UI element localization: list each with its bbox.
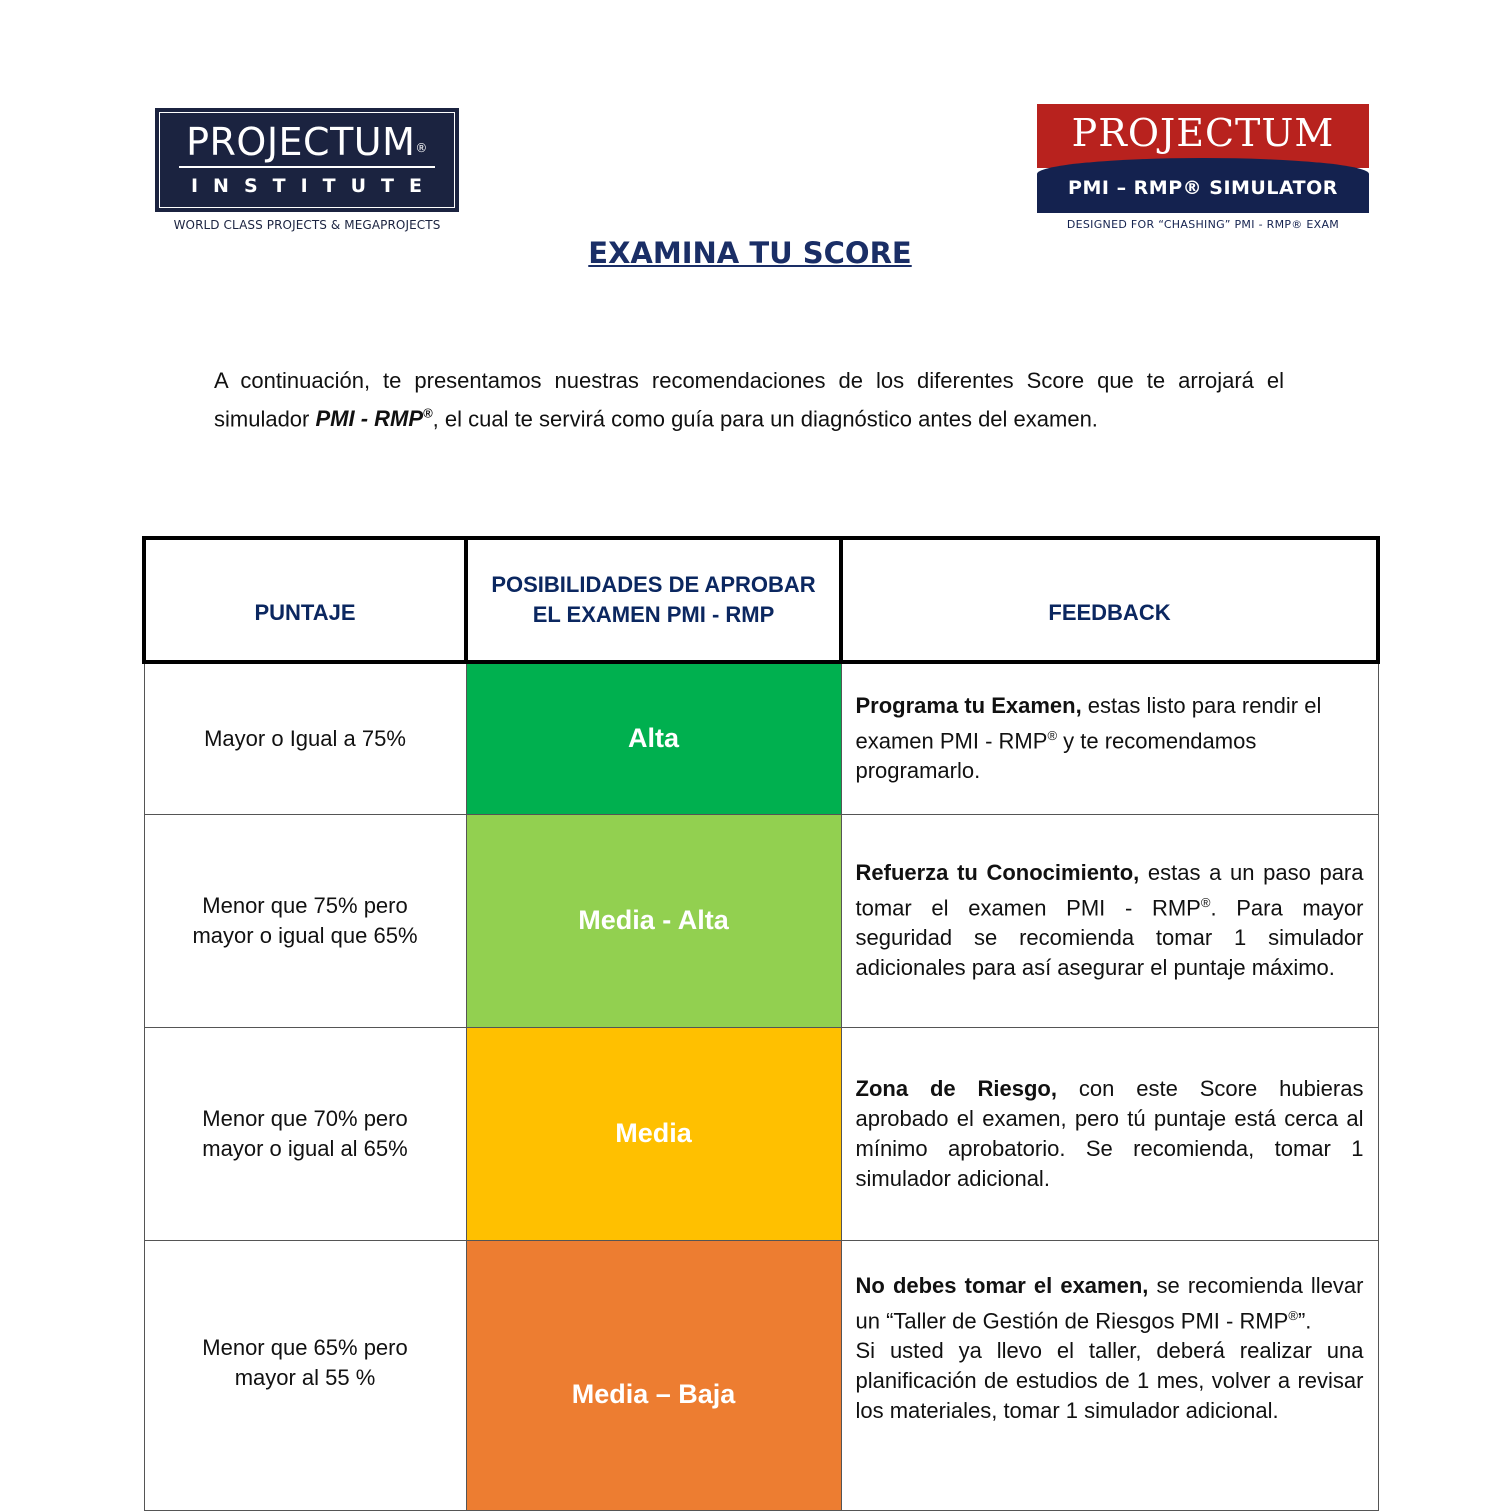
table-row (144, 1027, 1378, 1240)
page-title: EXAMINA TU SCORE (588, 236, 912, 270)
table-row (144, 814, 1378, 1027)
row-puntaje: Mayor o Igual a 75% (144, 662, 466, 814)
row-feedback: No debes tomar el examen, se recomienda llevar un “Taller de Gestión de Riesgos PMI - RMP®”. Si usted ya llevo el taller, deberá realizar una planificación de estudios de 1 mes, volver a revisar los materiales, tomar 1 simulador adicional. (841, 1240, 1378, 1510)
header-posibilidades: POSIBILIDADES DE APROBAR EL EXAMEN PMI - RMP (466, 538, 841, 662)
projectum-institute-logo (155, 108, 459, 232)
row-feedback: Programa tu Examen, estas listo para rendir el examen PMI - RMP® y te recomendamos programarlo. (841, 662, 1378, 814)
intro-reg: ® (423, 406, 433, 421)
row-puntaje: Menor que 75% pero mayor o igual que 65% (144, 814, 466, 1027)
row-feedback: Zona de Riesgo, con este Score hubieras aprobado el examen, pero tú puntaje está cerca al mínimo aprobatorio. Se recomienda, tomar 1 simulador adicional. (841, 1027, 1378, 1240)
table-header-row (144, 538, 1378, 662)
intro-emphasis: PMI - RMP (315, 406, 424, 432)
projectum-simulator-logo (1037, 104, 1369, 231)
logo-left-sub: INSTITUTE (190, 175, 437, 197)
header-puntaje: PUNTAJE (144, 538, 466, 662)
row-feedback: Refuerza tu Conocimiento, estas a un paso para tomar el examen PMI - RMP®. Para mayor seguridad se recomienda tomar 1 simulador adicionales para así asegurar el puntaje máximo. (841, 814, 1378, 1027)
table-row (144, 662, 1378, 814)
logo-right-tagline: DESIGNED FOR “CHASHING” PMI - RMP® EXAM (1066, 218, 1340, 231)
row-level: Media - Alta (466, 814, 841, 1027)
row-puntaje: Menor que 65% pero mayor al 55 % (144, 1240, 466, 1510)
header-feedback: FEEDBACK (841, 538, 1378, 662)
logo-left-box (155, 108, 459, 212)
logo-right-sub: PMI – RMP® SIMULATOR (1037, 158, 1369, 213)
table-row (144, 1240, 1378, 1510)
row-level: Media – Baja (466, 1240, 841, 1510)
row-level: Media (466, 1027, 841, 1240)
intro-paragraph (214, 364, 1284, 435)
logo-left-rule (179, 166, 435, 168)
logo-left-brand: PROJECTUM® (186, 120, 428, 164)
logo-left-tagline: WORLD CLASS PROJECTS & MEGAPROJECTS (173, 218, 441, 232)
row-level: Alta (466, 662, 841, 814)
intro-text-1: A continuación, te presentamos nuestras recomendaciones de los diferentes Score que te arrojará el simulador (214, 368, 1284, 432)
row-puntaje: Menor que 70% pero mayor o igual al 65% (144, 1027, 466, 1240)
intro-text-2: , el cual te servirá como guía para un diagnóstico antes del examen. (432, 406, 1098, 432)
logo-right-brand: PROJECTUM (1037, 104, 1369, 168)
score-table (142, 536, 1380, 1511)
